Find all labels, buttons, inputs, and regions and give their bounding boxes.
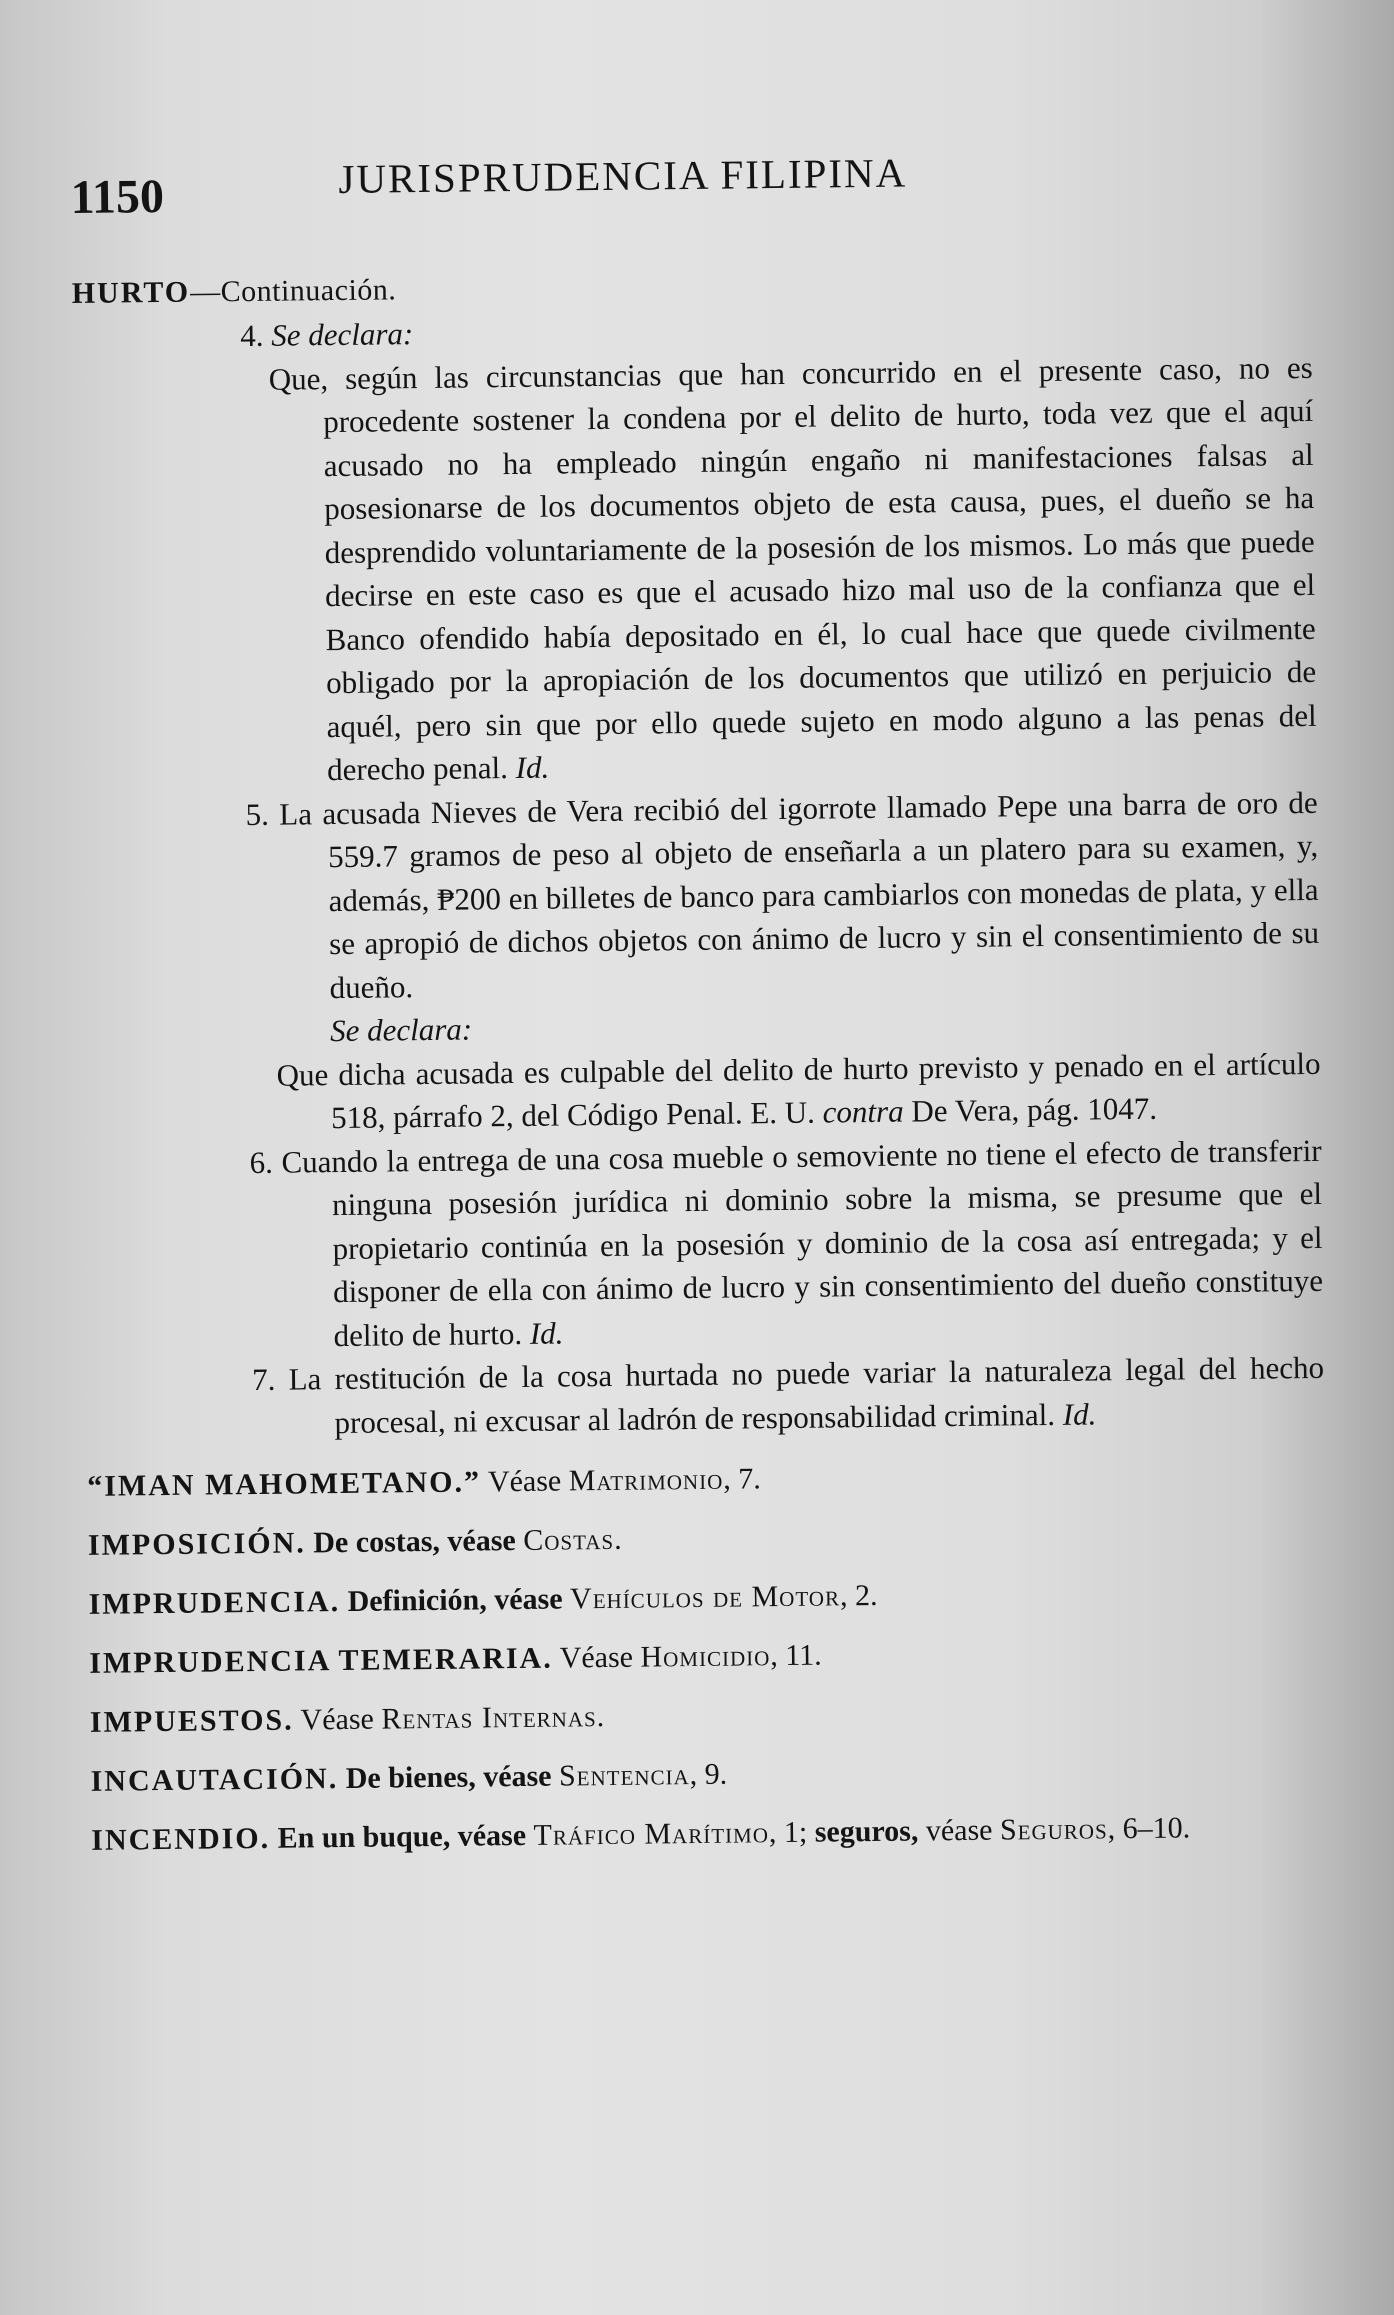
index-entries [85,1451,1329,1862]
se-declara-label: Se declara: [271,316,414,353]
entry-item-5 [77,780,1321,1142]
citation: Id. [529,1314,564,1351]
running-title: JURISPRUDENCIA FILIPINA [338,149,908,202]
cross-reference: Tráfico Marítimo [533,1816,770,1852]
citation: Id. [1062,1395,1097,1432]
page-content [70,126,1330,1878]
index-term: INCAUTACIÓN. [90,1762,339,1798]
se-declara-label: Se declara: [329,1011,473,1049]
cross-reference: Rentas Internas [381,1700,597,1736]
entry-item-4 [72,302,1317,795]
item-text: 7. La restitución de la cosa hurtada no puede variar la naturaleza legal del hecho procesal, ni excusar al ladrón de responsabilidad criminal. Id. [251,1349,1325,1440]
item-text: 5. La acusada Nieves de Vera recibió del igorrote llamado Pepe una barra de oro de 559.7 gramos de peso al objeto de enseñarla a un platero para su examen, y, además, ₱200 en billetes de banco para cambiarlos con monedas de plata, y ella se apropió de dichos objetos con ánimo de lucro y sin el consentimiento de su dueño. [245,784,1320,1005]
citation: Id. [515,749,550,785]
index-entry: IMPRUDENCIA. Definición, véase Vehículos de Motor, 2. [88,1578,878,1621]
index-term: IMPRUDENCIA TEMERARIA. [89,1641,553,1680]
holding-text: Que dicha acusada es culpable del delito de hurto previsto y penado en el artículo 518, párrafo 2, del Código Penal. E. U. contra De Vera, pág. 1047. [276,1045,1321,1136]
index-entry: IMPUESTOS. Véase Rentas Internas. [89,1700,605,1739]
citation: De Vera, pág. 1047. [911,1090,1158,1129]
cross-reference: Matrimonio [568,1462,724,1498]
index-term: “IMAN MAHOMETANO.” [87,1465,482,1503]
page-number: 1150 [70,169,165,224]
item-text: 6. Cuando la entrega de una cosa mueble o semoviente no tiene el efecto de transferir ninguna posesión jurídica ni dominio sobre la misma, se presume que el propietario continúa en la posesión y dominio de la cosa así entregada; y el disponer de ella con ánimo de lucro y sin consentimiento del dueño constituye delito de hurto. Id. [249,1132,1324,1353]
entry-continuation: —Continuación. [189,273,397,309]
item-number: 7. [251,1361,276,1398]
cross-reference: Vehículos de Motor [569,1579,841,1616]
cross-reference: Costas [523,1522,615,1557]
entry-item-6 [81,1128,1323,1360]
index-term: IMPUESTOS. [89,1703,294,1739]
contra-word: contra [822,1093,904,1130]
index-term: IMPRUDENCIA. [88,1585,341,1621]
entry-headword: HURTO [71,275,191,310]
page-header [70,126,1311,260]
item-text: Que, según las circunstancias que han concurrido en el presente caso, no es procedente sostener la condena por el delito de hurto, toda vez que el aquí acusado no ha empleado ningún engaño ni manifestaciones falsas al posesionarse de los documentos objeto de esta causa, pues, el dueño se ha desprendido voluntariamente de la posesión de los mismos. Lo más que puede decirse en este caso es que el acusado hizo mal uso de la confianza que el Banco ofendido había depositado en él, lo cual hace que quede civilmente obligado por la apropiación de los documentos que utilizó en perjuicio de aquél, pero sin que por ello quede sujeto en modo alguno a las penas del derecho penal. Id. [268,349,1317,788]
item-number: 6. [249,1144,274,1180]
cross-reference: Homicidio [640,1639,771,1674]
index-entry: INCAUTACIÓN. De bienes, véase Sentencia, 9. [90,1757,728,1798]
index-entry: INCENDIO. En un buque, véase Tráfico Marítimo, 1; seguros, véase Seguros, 6–10. [91,1811,1191,1857]
index-term: INCENDIO. [91,1821,271,1857]
item-number: 5. [245,796,270,832]
index-entry: IMPRUDENCIA TEMERARIA. Véase Homicidio, 11. [89,1638,822,1680]
index-entry: “IMAN MAHOMETANO.” Véase Matrimonio, 7. [87,1462,761,1503]
index-entry: IMPOSICIÓN. De costas, véase Costas. [87,1522,622,1562]
entry-item-7 [84,1346,1325,1447]
cross-reference: Sentencia [558,1758,690,1793]
cross-reference: Seguros [999,1812,1108,1847]
item-number: 4. [240,317,264,354]
index-term: IMPOSICIÓN. [87,1526,306,1562]
